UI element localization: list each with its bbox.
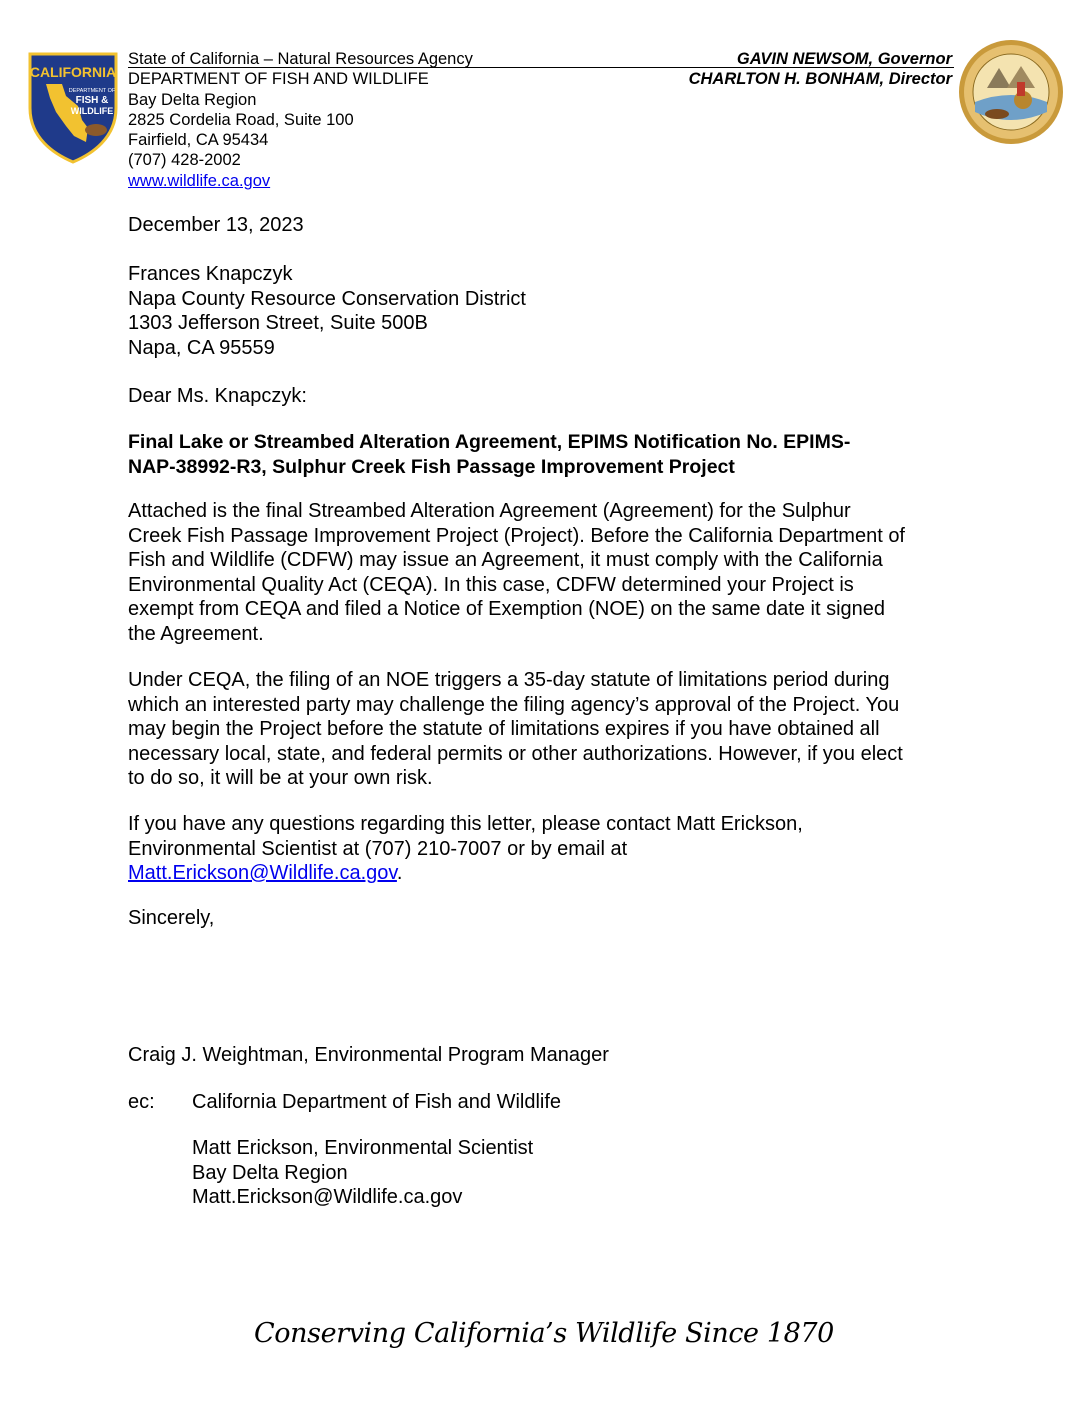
p2-line: which an interested party may challenge the filing agency’s approval of the Project. You <box>128 693 900 716</box>
director-name: CHARLTON H. BONHAM, Director <box>688 70 952 89</box>
p1-line: Creek Fish Passage Improvement Project (Project). Before the California Department of <box>128 524 905 547</box>
contact-email-link[interactable]: Matt.Erickson@Wildlife.ca.gov <box>128 862 397 884</box>
recipient-address <box>128 262 526 360</box>
letterhead-address-block <box>128 49 473 191</box>
region-name: Bay Delta Region <box>128 90 257 109</box>
california-state-seal <box>957 38 1065 146</box>
p1-line: Fish and Wildlife (CDFW) may issue an Agreement, it must comply with the California <box>128 549 883 571</box>
cdfw-logo <box>26 50 120 166</box>
paragraph-agreement <box>128 499 905 646</box>
p2-line: to do so, it will be at your own risk. <box>128 767 433 789</box>
closing: Sincerely, <box>128 907 215 929</box>
governor-name: GAVIN NEWSOM, Governor <box>736 50 952 68</box>
agency-name: State of California – Natural Resources Agency <box>128 50 473 68</box>
department-name: DEPARTMENT OF FISH AND WILDLIFE <box>128 70 429 89</box>
footer-slogan: Conserving California’s Wildlife Since 1870 <box>254 1318 834 1349</box>
badge-line1: CALIFORNIA <box>29 64 117 80</box>
p1-line: exempt from CEQA and filed a Notice of Exemption (NOE) on the same date it signed <box>128 598 886 620</box>
p2-line: may begin the Project before the statute of limitations expires if you have obtained all <box>128 718 880 740</box>
salutation: Dear Ms. Knapczyk: <box>128 385 307 407</box>
signatory: Craig J. Weightman, Environmental Program Manager <box>128 1044 609 1066</box>
badge-line3: FISH & <box>75 95 109 106</box>
p2-line: Under CEQA, the filing of an NOE triggers a 35-day statute of limitations period during <box>128 669 890 691</box>
subject-line2: NAP-38992-R3, Sulphur Creek Fish Passage Improvement Project <box>128 455 735 478</box>
recipient-city: Napa, CA 95559 <box>128 336 275 359</box>
p1-line: Attached is the final Streambed Alteration Agreement (Agreement) for the Sulphur <box>128 500 851 522</box>
ec-recipient-block <box>192 1136 533 1210</box>
p1-line: Environmental Quality Act (CEQA). In this case, CDFW determined your Project is <box>128 573 854 596</box>
state-seal-icon <box>957 38 1065 146</box>
paragraph-contact <box>128 812 803 886</box>
badge-line2: DEPARTMENT OF <box>68 88 116 94</box>
recipient-organization: Napa County Resource Conservation District <box>128 287 526 310</box>
letter-date: December 13, 2023 <box>128 214 304 236</box>
officials-block <box>689 49 952 90</box>
ec-label: ec: <box>128 1091 155 1113</box>
phone-number: (707) 428-2002 <box>128 151 241 170</box>
p2-line: necessary local, state, and federal permits or other authorizations. However, if you elect <box>128 742 903 765</box>
p3-period: . <box>396 862 403 884</box>
address-line2: Fairfield, CA 95434 <box>128 131 269 150</box>
badge-line4: WILDLIFE <box>70 106 114 116</box>
subject-line1: Final Lake or Streambed Alteration Agreement, EPIMS Notification No. EPIMS- <box>128 431 851 453</box>
recipient-name: Frances Knapczyk <box>128 263 293 285</box>
subject-line <box>128 430 850 479</box>
p3-line1: If you have any questions regarding this letter, please contact Matt Erickson, <box>128 813 803 835</box>
p1-line: the Agreement. <box>128 622 264 645</box>
ec-region: Bay Delta Region <box>192 1161 348 1184</box>
p3-line2: Environmental Scientist at (707) 210-7007 or by email at <box>128 837 628 860</box>
paragraph-ceqa <box>128 668 903 791</box>
ec-name: Matt Erickson, Environmental Scientist <box>192 1137 534 1159</box>
ec-organization: California Department of Fish and Wildlife <box>192 1091 562 1113</box>
ec-email: Matt.Erickson@Wildlife.ca.gov <box>192 1186 463 1208</box>
recipient-street: 1303 Jefferson Street, Suite 500B <box>128 312 428 334</box>
website-link[interactable]: www.wildlife.ca.gov <box>128 171 271 190</box>
cdfw-badge-icon <box>26 50 120 166</box>
address-line1: 2825 Cordelia Road, Suite 100 <box>128 110 354 129</box>
